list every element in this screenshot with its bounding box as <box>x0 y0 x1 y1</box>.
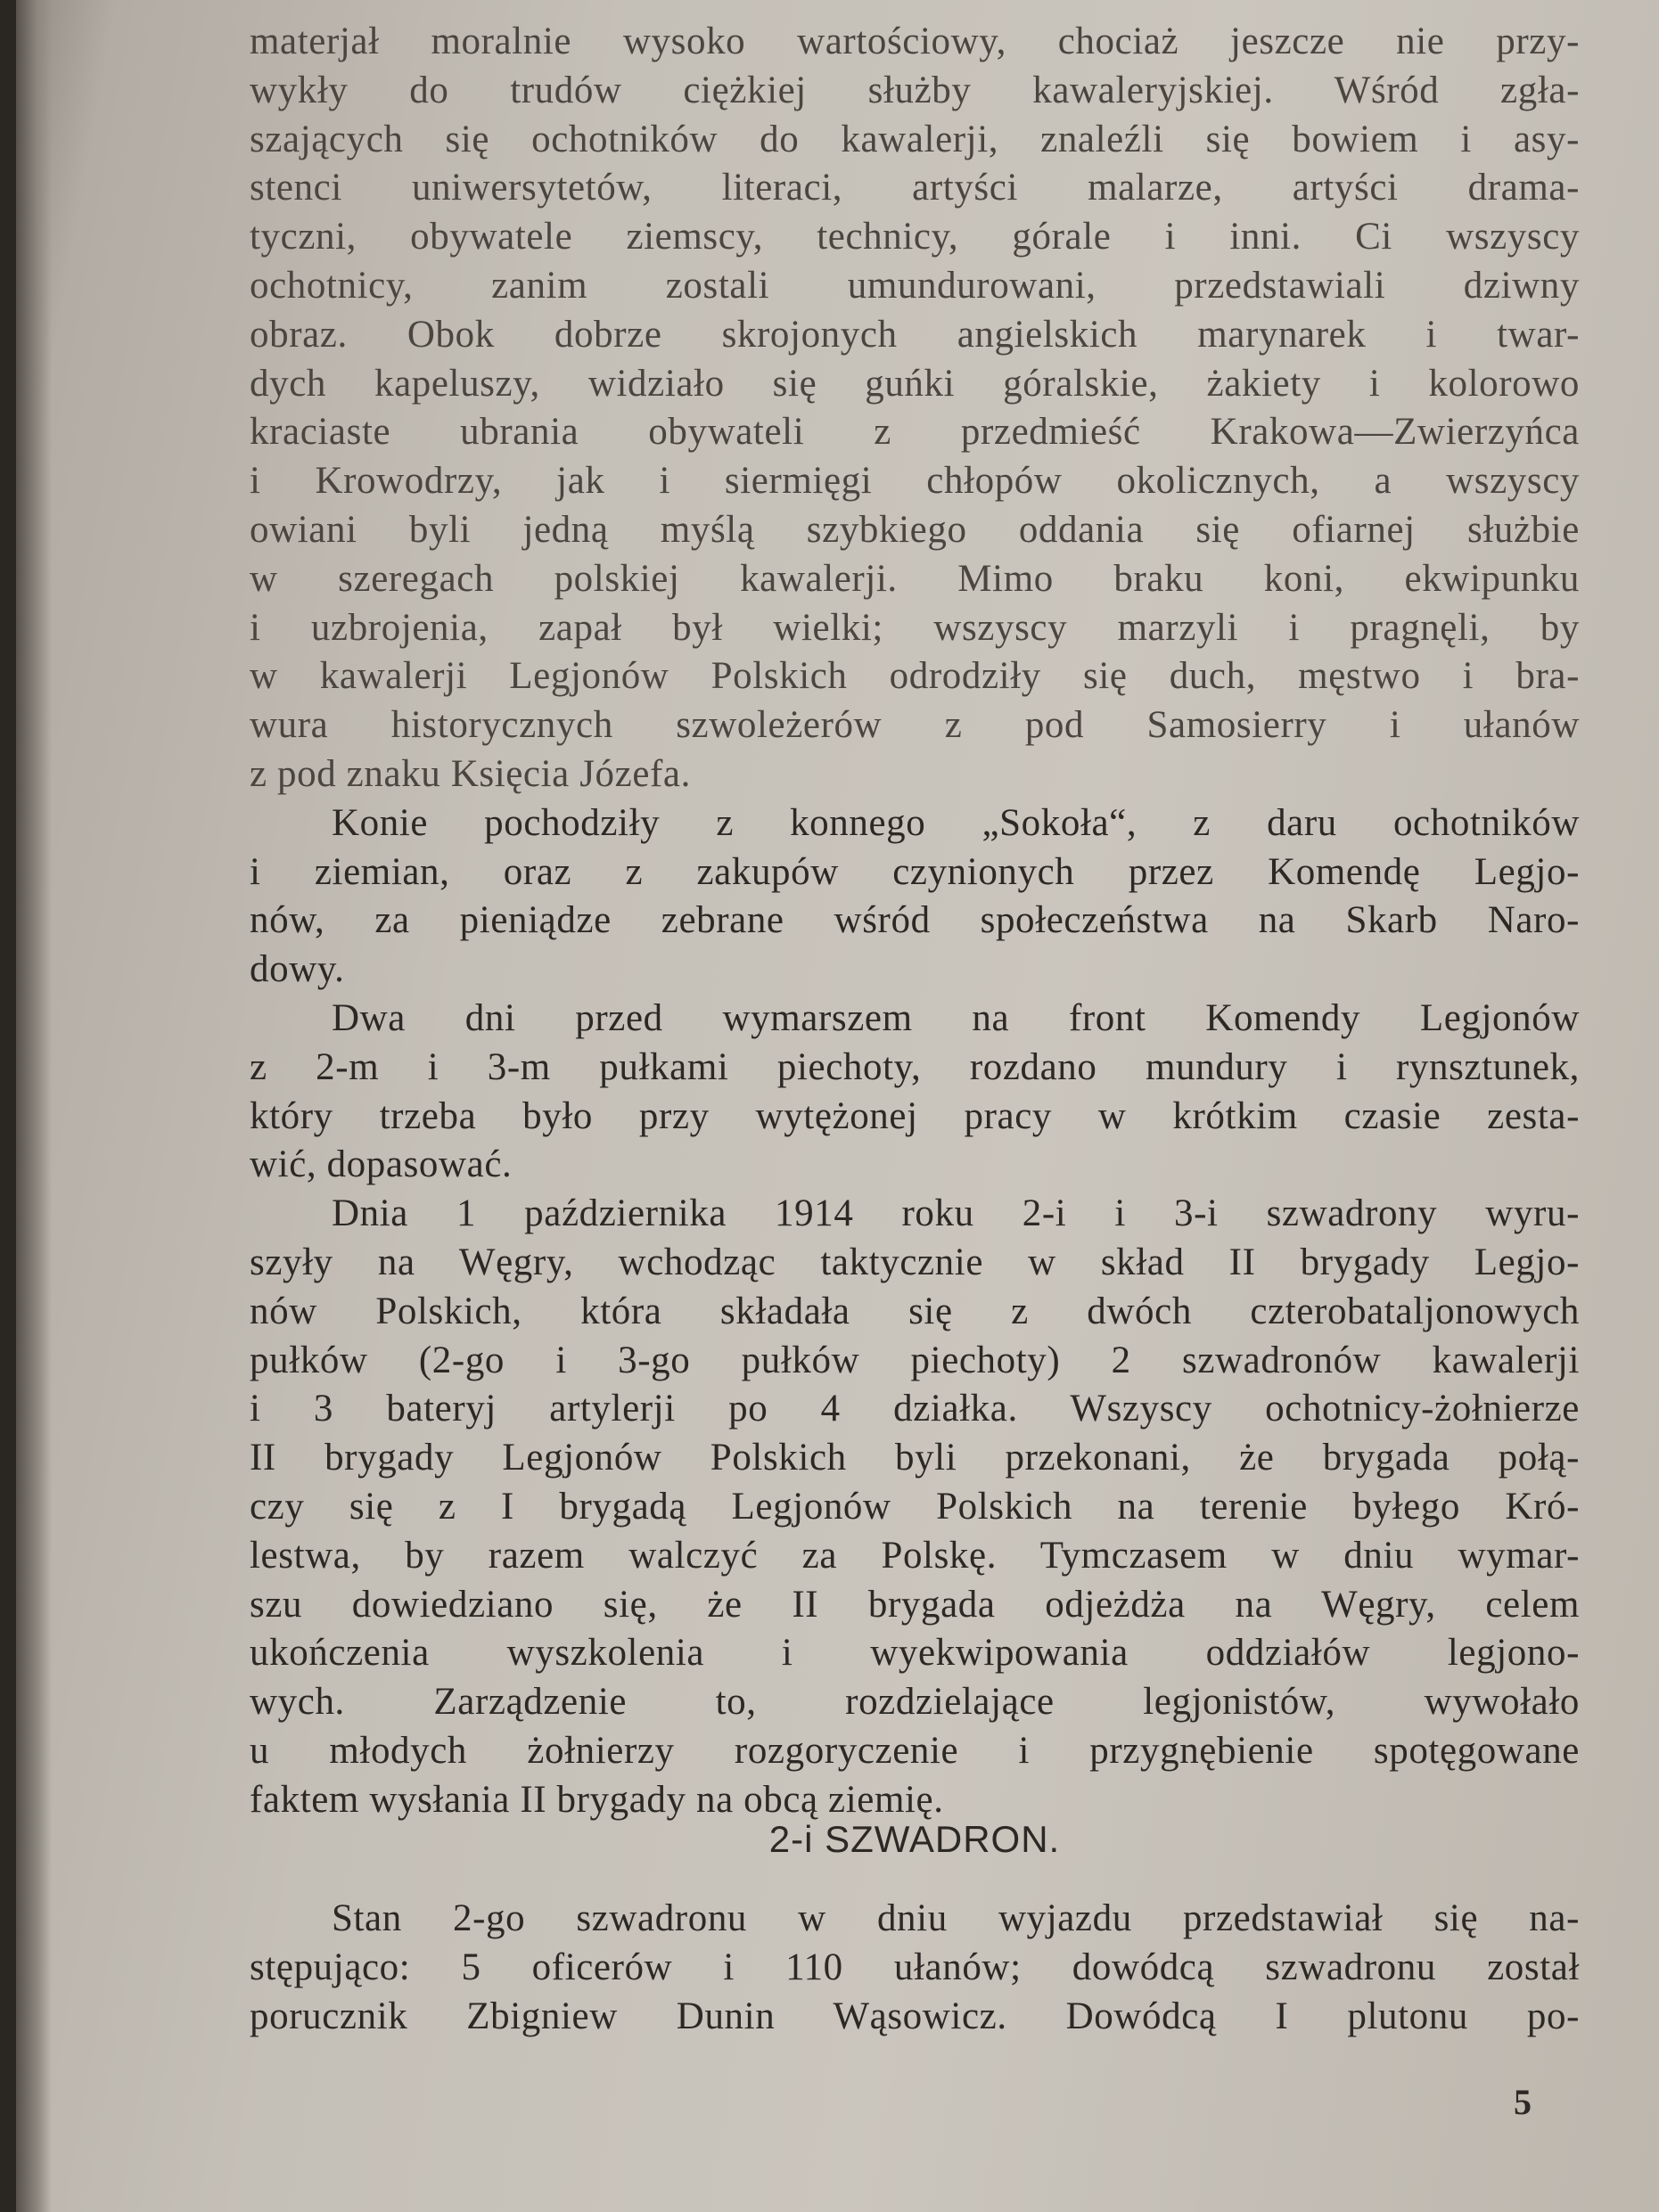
text-line: tyczni, obywatele ziemscy, technicy, górale i inni. Ci wszyscy <box>250 216 1580 258</box>
text-line: w szeregach polskiej kawalerji. Mimo braku koni, ekwipunku <box>250 557 1580 600</box>
text-line: szu dowiedziano się, że II brygada odjeżdża na Węgry, celem <box>250 1583 1580 1626</box>
page-binding-shadow <box>16 0 52 2212</box>
section-body-text <box>250 1895 1580 2041</box>
text-line: Dnia 1 października 1914 roku 2-i i 3-i szwadrony wyru- <box>332 1192 1580 1235</box>
paragraph <box>250 995 1580 1190</box>
text-line: wura historycznych szwoleżerów z pod Samosierry i ułanów <box>250 704 1580 747</box>
text-line: z pod znaku Księcia Józefa. <box>250 752 691 795</box>
text-line: czy się z I brygadą Legjonów Polskich na terenie byłego Kró- <box>250 1485 1580 1528</box>
text-line: ukończenia wyszkolenia i wyekwipowania oddziałów legjono- <box>250 1632 1580 1675</box>
text-line: Konie pochodziły z konnego „Sokoła“, z daru ochotników <box>332 801 1580 844</box>
text-line: nów Polskich, która składała się z dwóch czterobataljonowych <box>250 1290 1580 1332</box>
text-line: i Krowodrzy, jak i siermięgi chłopów okolicznych, a wszyscy <box>250 460 1580 503</box>
paragraph <box>250 799 1580 995</box>
text-line: obraz. Obok dobrze skrojonych angielskich marynarek i twar- <box>250 313 1580 356</box>
text-line: i uzbrojenia, zapał był wielki; wszyscy marzyli i pragnęli, by <box>250 606 1580 649</box>
text-line: pułków (2-go i 3-go pułków piechoty) 2 szwadronów kawalerji <box>250 1339 1580 1381</box>
text-line: Dwa dni przed wymarszem na front Komendy Legjonów <box>332 996 1580 1039</box>
book-page <box>16 0 1659 2212</box>
text-line: ochotnicy, zanim zostali umundurowani, przedstawiali dziwny <box>250 264 1580 307</box>
text-line: kraciaste ubrania obywateli z przedmieść Krakowa—Zwierzyńca <box>250 411 1580 454</box>
text-line: porucznik Zbigniew Dunin Wąsowicz. Dowódcą I plutonu po- <box>250 1995 1580 2037</box>
body-text <box>250 18 1580 1824</box>
text-line: dowy. <box>250 948 345 991</box>
text-line: szyły na Węgry, wchodząc taktycznie w skład II brygady Legjo- <box>250 1241 1580 1283</box>
text-line: u młodych żołnierzy rozgoryczenie i przygnębienie spotęgowane <box>250 1729 1580 1772</box>
text-line: II brygady Legjonów Polskich byli przekonani, że brygada połą- <box>250 1437 1580 1479</box>
text-line: wić, dopasować. <box>250 1143 513 1186</box>
text-line: stępująco: 5 oficerów i 110 ułanów; dowódcą szwadronu został <box>250 1946 1580 1988</box>
text-line: lestwa, by razem walczyć za Polskę. Tymczasem w dniu wymar- <box>250 1534 1580 1577</box>
text-line: szających się ochotników do kawalerji, znaleźli się bowiem i asy- <box>250 118 1580 160</box>
text-line: i 3 bateryj artylerji po 4 działka. Wszyscy ochotnicy-żołnierze <box>250 1388 1580 1430</box>
text-line: dych kapeluszy, widziało się guńki góralskie, żakiety i kolorowo <box>250 362 1580 405</box>
paragraph <box>250 18 1580 799</box>
text-line: z 2-m i 3-m pułkami piechoty, rozdano mundury i rynsztunek, <box>250 1045 1580 1088</box>
text-line: Stan 2-go szwadronu w dniu wyjazdu przedstawiał się na- <box>332 1897 1580 1939</box>
text-line: i ziemian, oraz z zakupów czynionych przez Komendę Legjo- <box>250 850 1580 893</box>
text-line: nów, za pieniądze zebrane wśród społeczeństwa na Skarb Naro- <box>250 899 1580 942</box>
section-heading: 2-i SZWADRON. <box>768 1818 1061 1860</box>
text-line: faktem wysłania II brygady na obcą ziemię. <box>250 1778 944 1821</box>
text-line: w kawalerji Legjonów Polskich odrodziły się duch, męstwo i bra- <box>250 655 1580 698</box>
text-line: wykły do trudów ciężkiej służby kawaleryjskiej. Wśród zgła- <box>250 69 1580 111</box>
page-number: 5 <box>1514 2082 1532 2122</box>
text-line: owiani byli jedną myślą szybkiego oddania się ofiarnej służbie <box>250 508 1580 551</box>
text-line: który trzeba było przy wytężonej pracy w krótkim czasie zesta- <box>250 1094 1580 1137</box>
text-line: materjał moralnie wysoko wartościowy, chociaż jeszcze nie przy- <box>250 20 1580 62</box>
paragraph <box>250 1190 1580 1824</box>
text-line: wych. Zarządzenie to, rozdzielające legjonistów, wywołało <box>250 1681 1580 1724</box>
text-line: stenci uniwersytetów, literaci, artyści malarze, artyści drama- <box>250 167 1580 209</box>
